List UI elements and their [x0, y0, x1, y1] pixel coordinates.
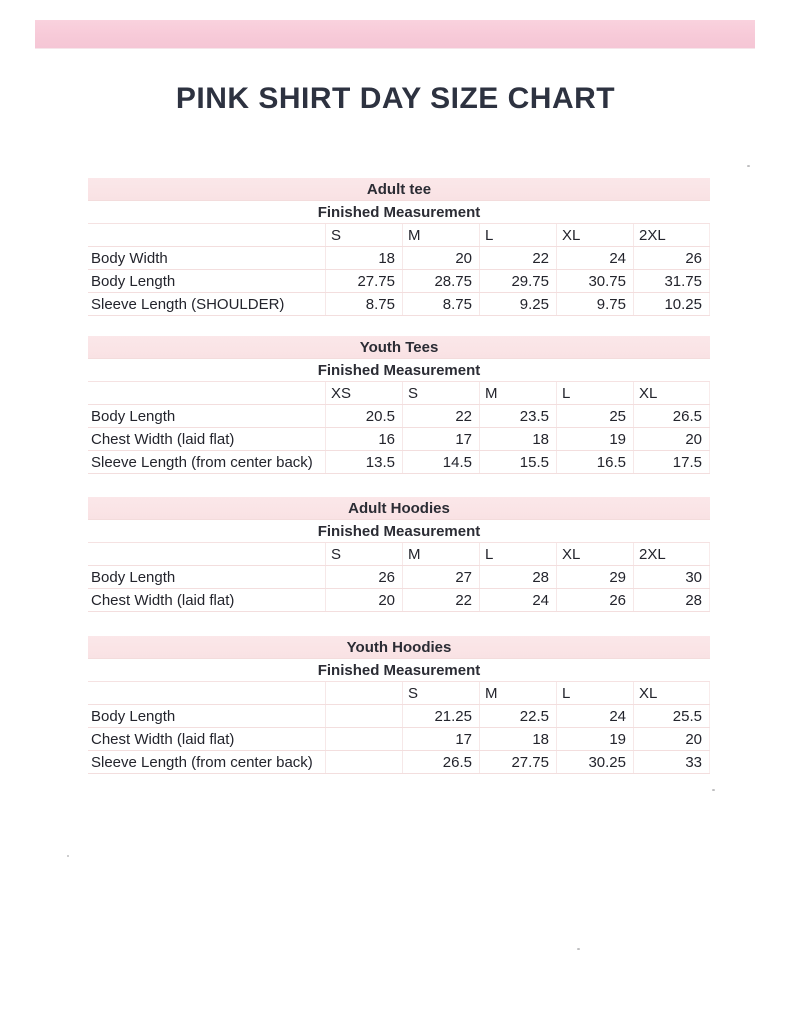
size-header: S: [325, 543, 402, 565]
table-row: [88, 751, 710, 774]
measurement-value: 19: [556, 428, 633, 450]
size-header: XS: [325, 382, 402, 404]
table-row: [88, 589, 710, 612]
size-header-row: [88, 382, 710, 405]
measurement-value: 13.5: [325, 451, 402, 473]
table-subtitle: Finished Measurement: [88, 520, 710, 543]
measurement-value: 26: [633, 247, 710, 269]
measurement-value: 28.75: [402, 270, 479, 292]
measurement-value: 24: [479, 589, 556, 611]
measurement-value: [325, 751, 402, 773]
measurement-value: 17: [402, 428, 479, 450]
measurement-value: 28: [633, 589, 710, 611]
measurement-value: 20.5: [325, 405, 402, 427]
measurement-value: 25: [556, 405, 633, 427]
measurement-value: 29: [556, 566, 633, 588]
measurement-value: 17.5: [633, 451, 710, 473]
table-row: [88, 293, 710, 316]
table-row: [88, 728, 710, 751]
size-header: M: [479, 382, 556, 404]
measurement-value: 10.25: [633, 293, 710, 315]
measurement-value: 20: [633, 428, 710, 450]
table-youth-hoodies: [88, 636, 710, 774]
corner-cell: [88, 224, 325, 246]
table-title: Youth Hoodies: [88, 636, 710, 659]
size-header: XL: [633, 382, 710, 404]
row-label: Chest Width (laid flat): [91, 731, 235, 748]
scan-speck: [712, 789, 715, 791]
corner-cell: [88, 682, 325, 704]
measurement-value: 27.75: [325, 270, 402, 292]
measurement-value: 33: [633, 751, 710, 773]
size-header: L: [479, 224, 556, 246]
table-subtitle: Finished Measurement: [88, 359, 710, 382]
measurement-value: 24: [556, 705, 633, 727]
row-label: Sleeve Length (from center back): [91, 754, 313, 771]
table-row: [88, 428, 710, 451]
measurement-value: 8.75: [402, 293, 479, 315]
measurement-value: 22: [402, 589, 479, 611]
table-row: [88, 405, 710, 428]
table-title: Youth Tees: [88, 336, 710, 359]
measurement-value: 20: [402, 247, 479, 269]
measurement-value: 30: [633, 566, 710, 588]
size-header: M: [402, 224, 479, 246]
measurement-value: 8.75: [325, 293, 402, 315]
measurement-value: 9.75: [556, 293, 633, 315]
measurement-value: 22: [479, 247, 556, 269]
size-header: M: [479, 682, 556, 704]
measurement-value: 30.75: [556, 270, 633, 292]
measurement-value: 27.75: [479, 751, 556, 773]
measurement-value: 27: [402, 566, 479, 588]
measurement-value: [325, 728, 402, 750]
row-label: Body Width: [91, 250, 168, 267]
size-header: L: [556, 682, 633, 704]
pink-banner: [35, 20, 755, 48]
page-title: PINK SHIRT DAY SIZE CHART: [175, 82, 616, 115]
measurement-value: 20: [633, 728, 710, 750]
size-header: [325, 682, 402, 704]
measurement-value: 17: [402, 728, 479, 750]
table-subtitle: Finished Measurement: [88, 659, 710, 682]
table-row: [88, 705, 710, 728]
measurement-value: 22.5: [479, 705, 556, 727]
measurement-value: 9.25: [479, 293, 556, 315]
measurement-value: 26: [556, 589, 633, 611]
row-label: Sleeve Length (SHOULDER): [91, 296, 285, 313]
row-label: Body Length: [91, 408, 176, 425]
size-header: S: [402, 382, 479, 404]
row-label: Body Length: [91, 273, 176, 290]
measurement-value: 26: [325, 566, 402, 588]
measurement-value: 30.25: [556, 751, 633, 773]
measurement-value: 25.5: [633, 705, 710, 727]
measurement-value: 21.25: [402, 705, 479, 727]
measurement-value: 26.5: [633, 405, 710, 427]
measurement-value: 18: [479, 428, 556, 450]
measurement-value: 18: [479, 728, 556, 750]
measurement-value: 18: [325, 247, 402, 269]
size-header: L: [556, 382, 633, 404]
size-header: XL: [633, 682, 710, 704]
scan-speck: [747, 165, 750, 167]
size-header-row: [88, 543, 710, 566]
size-header: XL: [556, 543, 633, 565]
table-title: Adult Hoodies: [88, 497, 710, 520]
size-header: S: [325, 224, 402, 246]
size-header: M: [402, 543, 479, 565]
measurement-value: 26.5: [402, 751, 479, 773]
row-label: Chest Width (laid flat): [91, 431, 235, 448]
size-header: L: [479, 543, 556, 565]
size-header: S: [402, 682, 479, 704]
corner-cell: [88, 382, 325, 404]
size-header: 2XL: [633, 543, 710, 565]
scan-speck: [577, 948, 580, 950]
scan-speck: [67, 855, 69, 857]
table-youth-tees: [88, 336, 710, 474]
row-label: Body Length: [91, 569, 176, 586]
table-row: [88, 566, 710, 589]
size-header-row: [88, 224, 710, 247]
row-label: Body Length: [91, 708, 176, 725]
measurement-value: 31.75: [633, 270, 710, 292]
measurement-value: 24: [556, 247, 633, 269]
table-row: [88, 270, 710, 293]
measurement-value: 28: [479, 566, 556, 588]
measurement-value: [325, 705, 402, 727]
measurement-value: 20: [325, 589, 402, 611]
size-header-row: [88, 682, 710, 705]
row-label: Sleeve Length (from center back): [91, 454, 313, 471]
measurement-value: 29.75: [479, 270, 556, 292]
table-adult-tee: [88, 178, 710, 316]
table-subtitle: Finished Measurement: [88, 201, 710, 224]
measurement-value: 14.5: [402, 451, 479, 473]
size-header: 2XL: [633, 224, 710, 246]
measurement-value: 16: [325, 428, 402, 450]
measurement-value: 19: [556, 728, 633, 750]
measurement-value: 15.5: [479, 451, 556, 473]
table-title: Adult tee: [88, 178, 710, 201]
table-row: [88, 451, 710, 474]
size-header: XL: [556, 224, 633, 246]
measurement-value: 23.5: [479, 405, 556, 427]
table-adult-hoodies: [88, 497, 710, 612]
table-row: [88, 247, 710, 270]
measurement-value: 16.5: [556, 451, 633, 473]
measurement-value: 22: [402, 405, 479, 427]
row-label: Chest Width (laid flat): [91, 592, 235, 609]
corner-cell: [88, 543, 325, 565]
